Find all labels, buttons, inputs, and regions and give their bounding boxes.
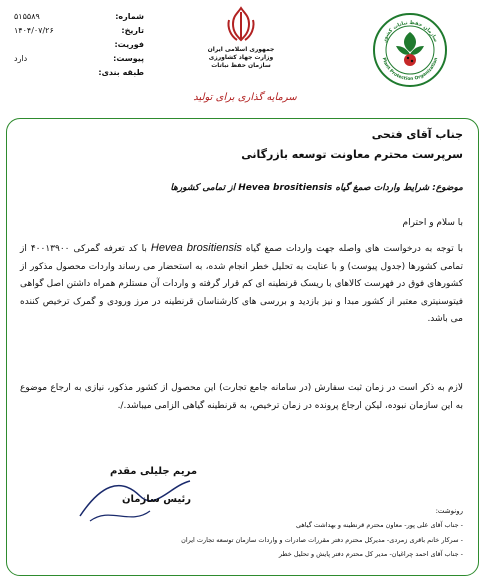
meta-date-row	[14, 24, 144, 38]
urgency-label: فوریت:	[114, 40, 144, 49]
number-value: ۵۱۵۵۸۹	[14, 12, 40, 21]
letter-subject: موضوع: شرایط واردات صمغ گیاه Hevea brositiensis از تمامی کشورها	[170, 183, 463, 193]
recipient-role: سرپرست محترم معاونت توسعه بازرگانی	[241, 148, 463, 161]
paragraph-1	[20, 240, 463, 329]
paragraph-1-part-b: با کد تعرفه گمرکی ۴۰۰۱۳۹۰۰ از تمامی کشورها (جدول پیوست) و با عنایت به تحلیل خطر انجام شده، به استحضار می رساند واردات محصول مذکور از کشورهای فوق در فهرست کالاهای با ریسک قرنطینه ای کم قرار گرفته و واردات آن مستلزم همراه داشتن اصل گواهی فیتوسنیتری معتبر از کشور مبدا و نیز بازدید و بررسی های کارشناسان قرنطینه در مرز ورودی و گمرک ترخیص کننده می باشد.	[20, 244, 463, 324]
date-label: تاریخ:	[121, 26, 144, 35]
cc-heading: رونوشت:	[435, 507, 463, 515]
cc-item: - جناب آقای احمد چراغیان- مدیر کل محترم دفتر پایش و تحلیل خطر	[278, 550, 463, 558]
cc-item: - جناب آقای علی پور- معاون محترم قرنطینه و بهداشت گیاهی	[295, 521, 463, 529]
signer-title: رئیس سازمان	[122, 494, 192, 505]
logo-bottom-text: Plant Protection Organization	[380, 57, 440, 83]
paragraph-1-part-a: با توجه به درخواست های واصله جهت واردات صمغ گیاه	[241, 244, 463, 254]
greeting: با سلام و احترام	[402, 218, 463, 228]
ppo-logo	[372, 12, 448, 88]
meta-number-row	[14, 10, 144, 24]
meta-classification-row	[14, 66, 144, 80]
emblem-line-1: جمهوری اسلامی ایران	[207, 46, 275, 53]
signer-name: مریم جلیلی مقدم	[110, 466, 198, 477]
emblem-line-2: وزارت جهاد کشاورزی	[208, 54, 274, 61]
slogan: سرمایه گذاری برای تولید	[193, 92, 297, 103]
government-emblem	[196, 6, 286, 70]
species-name: Hevea brositiensis	[150, 242, 242, 254]
letter-meta	[14, 10, 144, 80]
cc-item: - سرکار خانم باقری زمردی- مدیرکل محترم دفتر مقررات صادرات و واردات سازمان توسعه تجارت ایران	[181, 536, 463, 544]
classification-label: طبقه بندی:	[98, 68, 144, 77]
logo-top-text: سازمان حفظ نباتات کشور	[381, 19, 439, 43]
meta-urgency-row	[14, 38, 144, 52]
paragraph-2: لازم به ذکر است در زمان ثبت سفارش (در سامانه جامع تجارت) این محصول از کشور مذکور، نیازی به ارجاع موضوع به این سازمان نبوده، لیکن ارجاع پرونده در زمان ترخیص، به قرنطینه گیاهی الزامی میباشد./.	[20, 383, 463, 411]
attachment-label: پیوست:	[113, 54, 144, 63]
number-label: شماره:	[115, 12, 144, 21]
recipient-name: جناب آقای فتحی	[371, 128, 463, 141]
iran-emblem-icon	[223, 6, 259, 46]
attachment-value: دارد	[14, 54, 28, 63]
emblem-line-3: سازمان حفظ نباتات	[211, 62, 271, 69]
meta-attachment-row	[14, 52, 144, 66]
date-value: ۱۴۰۴/۰۷/۲۶	[14, 26, 54, 35]
